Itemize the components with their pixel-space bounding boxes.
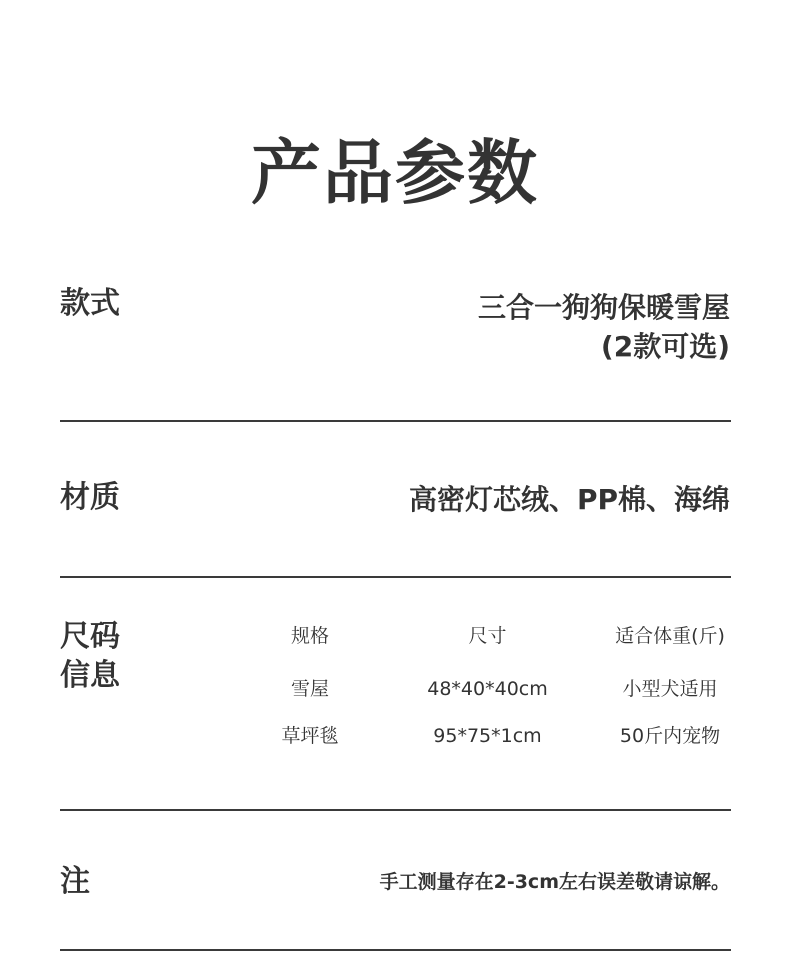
- size-row-weight: 50斤内宠物: [619, 725, 721, 747]
- style-value-line1: 三合一狗狗保暖雪屋: [477, 291, 730, 324]
- size-row-spec: 雪屋: [290, 678, 329, 700]
- size-row-weight: 小型犬适用: [622, 678, 718, 700]
- note-label: 注: [60, 864, 90, 899]
- size-header-weight: 适合体重(斤): [615, 625, 725, 647]
- page-title: 产品参数: [251, 132, 539, 214]
- divider: [60, 809, 731, 811]
- size-row-spec: 草坪毯: [281, 725, 339, 747]
- style-label: 款式: [60, 286, 120, 321]
- size-row-dimension: 95*75*1cm: [433, 725, 542, 747]
- size-label-line1: 尺码: [60, 619, 120, 654]
- size-header-spec: 规格: [290, 625, 329, 647]
- size-header-dimension: 尺寸: [468, 625, 507, 647]
- divider: [60, 420, 731, 422]
- size-label-line2: 信息: [60, 658, 120, 693]
- note-value: 手工测量存在2-3cm左右误差敬请谅解。: [379, 871, 730, 893]
- divider: [60, 576, 731, 578]
- material-label: 材质: [60, 480, 120, 515]
- material-value: 高密灯芯绒、PP棉、海绵: [408, 483, 730, 516]
- size-row-dimension: 48*40*40cm: [427, 678, 548, 700]
- divider: [60, 949, 731, 951]
- style-value-line2: (2款可选): [600, 330, 730, 363]
